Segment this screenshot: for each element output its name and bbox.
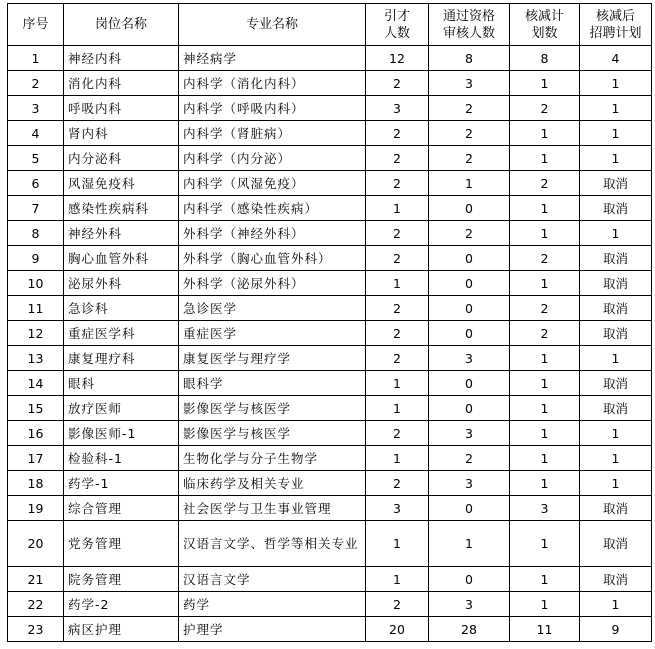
header-recruit: 引才 人数 <box>366 4 429 46</box>
table-row <box>8 146 652 171</box>
cell-post: 影像医师-1 <box>64 421 179 446</box>
table-row <box>8 592 652 617</box>
cell-passed: 28 <box>429 617 510 642</box>
cell-reduce: 1 <box>510 271 580 296</box>
cell-post: 综合管理 <box>64 496 179 521</box>
cell-major: 汉语言文学、哲学等相关专业 <box>179 521 366 567</box>
cell-reduce: 1 <box>510 592 580 617</box>
cell-post: 感染性疾病科 <box>64 196 179 221</box>
cell-major: 内科学（感染性疾病） <box>179 196 366 221</box>
cell-recruit: 12 <box>366 46 429 71</box>
cell-major: 护理学 <box>179 617 366 642</box>
cell-passed: 3 <box>429 71 510 96</box>
cell-post: 消化内科 <box>64 71 179 96</box>
cell-recruit: 2 <box>366 221 429 246</box>
cell-passed: 2 <box>429 121 510 146</box>
cell-seq: 16 <box>8 421 64 446</box>
cell-post: 神经外科 <box>64 221 179 246</box>
cell-after: 1 <box>580 121 652 146</box>
cell-major: 药学 <box>179 592 366 617</box>
cell-seq: 5 <box>8 146 64 171</box>
cell-post: 重症医学科 <box>64 321 179 346</box>
cell-recruit: 2 <box>366 146 429 171</box>
cell-recruit: 2 <box>366 71 429 96</box>
cell-seq: 19 <box>8 496 64 521</box>
cell-recruit: 2 <box>366 171 429 196</box>
cell-seq: 17 <box>8 446 64 471</box>
cell-post: 眼科 <box>64 371 179 396</box>
cell-after: 1 <box>580 446 652 471</box>
cell-major: 外科学（神经外科） <box>179 221 366 246</box>
cell-recruit: 2 <box>366 421 429 446</box>
table-row <box>8 346 652 371</box>
cell-passed: 2 <box>429 146 510 171</box>
cell-reduce: 1 <box>510 421 580 446</box>
table-row <box>8 196 652 221</box>
cell-reduce: 2 <box>510 171 580 196</box>
cell-reduce: 1 <box>510 521 580 567</box>
cell-after: 取消 <box>580 321 652 346</box>
cell-passed: 3 <box>429 592 510 617</box>
cell-recruit: 1 <box>366 521 429 567</box>
cell-after: 1 <box>580 96 652 121</box>
cell-reduce: 2 <box>510 296 580 321</box>
cell-post: 党务管理 <box>64 521 179 567</box>
cell-major: 影像医学与核医学 <box>179 421 366 446</box>
cell-after: 取消 <box>580 496 652 521</box>
cell-seq: 2 <box>8 71 64 96</box>
cell-recruit: 2 <box>366 246 429 271</box>
cell-seq: 12 <box>8 321 64 346</box>
cell-reduce: 1 <box>510 146 580 171</box>
table-row <box>8 421 652 446</box>
cell-passed: 3 <box>429 471 510 496</box>
cell-after: 1 <box>580 346 652 371</box>
cell-recruit: 3 <box>366 96 429 121</box>
cell-recruit: 2 <box>366 346 429 371</box>
cell-reduce: 1 <box>510 121 580 146</box>
cell-after: 取消 <box>580 296 652 321</box>
cell-seq: 21 <box>8 567 64 592</box>
cell-recruit: 3 <box>366 496 429 521</box>
cell-reduce: 1 <box>510 71 580 96</box>
table-row <box>8 96 652 121</box>
cell-major: 外科学（泌尿外科） <box>179 271 366 296</box>
cell-reduce: 1 <box>510 221 580 246</box>
cell-seq: 9 <box>8 246 64 271</box>
cell-passed: 0 <box>429 396 510 421</box>
table-row <box>8 521 652 567</box>
cell-major: 急诊医学 <box>179 296 366 321</box>
cell-after: 1 <box>580 421 652 446</box>
cell-after: 取消 <box>580 396 652 421</box>
cell-major: 眼科学 <box>179 371 366 396</box>
cell-major: 神经病学 <box>179 46 366 71</box>
table-row <box>8 371 652 396</box>
cell-passed: 0 <box>429 296 510 321</box>
cell-after: 1 <box>580 592 652 617</box>
cell-post: 康复理疗科 <box>64 346 179 371</box>
cell-passed: 0 <box>429 246 510 271</box>
cell-major: 内科学（内分泌） <box>179 146 366 171</box>
cell-major: 影像医学与核医学 <box>179 396 366 421</box>
table-row <box>8 471 652 496</box>
cell-reduce: 1 <box>510 471 580 496</box>
cell-recruit: 2 <box>366 592 429 617</box>
table-row <box>8 396 652 421</box>
cell-post: 药学-1 <box>64 471 179 496</box>
header-passed: 通过资格 审核人数 <box>429 4 510 46</box>
cell-reduce: 1 <box>510 396 580 421</box>
table-row <box>8 71 652 96</box>
table-row <box>8 567 652 592</box>
cell-after: 1 <box>580 221 652 246</box>
cell-passed: 2 <box>429 446 510 471</box>
cell-seq: 3 <box>8 96 64 121</box>
cell-major: 外科学（胸心血管外科） <box>179 246 366 271</box>
cell-reduce: 2 <box>510 246 580 271</box>
cell-recruit: 2 <box>366 321 429 346</box>
cell-major: 汉语言文学 <box>179 567 366 592</box>
cell-after: 取消 <box>580 521 652 567</box>
cell-after: 1 <box>580 471 652 496</box>
cell-recruit: 1 <box>366 371 429 396</box>
cell-recruit: 1 <box>366 271 429 296</box>
header-major: 专业名称 <box>179 4 366 46</box>
cell-seq: 10 <box>8 271 64 296</box>
cell-seq: 8 <box>8 221 64 246</box>
table-row <box>8 446 652 471</box>
table-row <box>8 321 652 346</box>
cell-post: 病区护理 <box>64 617 179 642</box>
cell-major: 生物化学与分子生物学 <box>179 446 366 471</box>
cell-post: 急诊科 <box>64 296 179 321</box>
cell-reduce: 3 <box>510 496 580 521</box>
cell-reduce: 1 <box>510 346 580 371</box>
header-reduce: 核减计 划数 <box>510 4 580 46</box>
cell-after: 取消 <box>580 246 652 271</box>
table-row <box>8 271 652 296</box>
table-row <box>8 246 652 271</box>
recruitment-table <box>7 3 652 642</box>
cell-after: 9 <box>580 617 652 642</box>
cell-recruit: 2 <box>366 296 429 321</box>
cell-recruit: 1 <box>366 446 429 471</box>
header-post: 岗位名称 <box>64 4 179 46</box>
cell-post: 药学-2 <box>64 592 179 617</box>
cell-reduce: 1 <box>510 196 580 221</box>
cell-reduce: 1 <box>510 371 580 396</box>
cell-passed: 3 <box>429 421 510 446</box>
cell-major: 社会医学与卫生事业管理 <box>179 496 366 521</box>
cell-after: 取消 <box>580 567 652 592</box>
table-row <box>8 617 652 642</box>
cell-seq: 18 <box>8 471 64 496</box>
cell-post: 院务管理 <box>64 567 179 592</box>
cell-seq: 20 <box>8 521 64 567</box>
cell-recruit: 20 <box>366 617 429 642</box>
cell-passed: 2 <box>429 96 510 121</box>
cell-reduce: 2 <box>510 321 580 346</box>
cell-post: 检验科-1 <box>64 446 179 471</box>
cell-seq: 14 <box>8 371 64 396</box>
cell-post: 内分泌科 <box>64 146 179 171</box>
cell-major: 内科学（呼吸内科） <box>179 96 366 121</box>
header-after: 核减后 招聘计划 <box>580 4 652 46</box>
cell-post: 胸心血管外科 <box>64 246 179 271</box>
cell-post: 放疗医师 <box>64 396 179 421</box>
cell-reduce: 1 <box>510 567 580 592</box>
cell-after: 1 <box>580 146 652 171</box>
cell-passed: 0 <box>429 196 510 221</box>
cell-reduce: 11 <box>510 617 580 642</box>
cell-after: 4 <box>580 46 652 71</box>
cell-passed: 0 <box>429 567 510 592</box>
header-row <box>8 4 652 46</box>
cell-reduce: 2 <box>510 96 580 121</box>
cell-reduce: 1 <box>510 446 580 471</box>
cell-recruit: 1 <box>366 196 429 221</box>
table-row <box>8 496 652 521</box>
cell-after: 取消 <box>580 271 652 296</box>
cell-passed: 1 <box>429 521 510 567</box>
table-row <box>8 171 652 196</box>
cell-post: 神经内科 <box>64 46 179 71</box>
cell-reduce: 8 <box>510 46 580 71</box>
header-seq: 序号 <box>8 4 64 46</box>
cell-seq: 15 <box>8 396 64 421</box>
cell-after: 取消 <box>580 196 652 221</box>
cell-passed: 3 <box>429 346 510 371</box>
cell-post: 呼吸内科 <box>64 96 179 121</box>
table-row <box>8 221 652 246</box>
cell-after: 1 <box>580 71 652 96</box>
cell-passed: 2 <box>429 221 510 246</box>
cell-major: 内科学（风湿免疫） <box>179 171 366 196</box>
cell-after: 取消 <box>580 371 652 396</box>
cell-passed: 1 <box>429 171 510 196</box>
cell-major: 内科学（消化内科） <box>179 71 366 96</box>
cell-passed: 0 <box>429 271 510 296</box>
cell-post: 肾内科 <box>64 121 179 146</box>
cell-recruit: 1 <box>366 567 429 592</box>
cell-recruit: 1 <box>366 396 429 421</box>
table-row <box>8 121 652 146</box>
cell-passed: 0 <box>429 321 510 346</box>
cell-post: 泌尿外科 <box>64 271 179 296</box>
cell-passed: 8 <box>429 46 510 71</box>
cell-seq: 7 <box>8 196 64 221</box>
cell-major: 临床药学及相关专业 <box>179 471 366 496</box>
cell-after: 取消 <box>580 171 652 196</box>
cell-passed: 0 <box>429 496 510 521</box>
cell-seq: 22 <box>8 592 64 617</box>
cell-major: 重症医学 <box>179 321 366 346</box>
cell-seq: 1 <box>8 46 64 71</box>
cell-passed: 0 <box>429 371 510 396</box>
table-row <box>8 296 652 321</box>
table-row <box>8 46 652 71</box>
cell-seq: 23 <box>8 617 64 642</box>
cell-recruit: 2 <box>366 121 429 146</box>
cell-seq: 6 <box>8 171 64 196</box>
cell-recruit: 2 <box>366 471 429 496</box>
cell-seq: 4 <box>8 121 64 146</box>
cell-seq: 13 <box>8 346 64 371</box>
cell-seq: 11 <box>8 296 64 321</box>
cell-major: 康复医学与理疗学 <box>179 346 366 371</box>
cell-post: 风湿免疫科 <box>64 171 179 196</box>
cell-major: 内科学（肾脏病） <box>179 121 366 146</box>
